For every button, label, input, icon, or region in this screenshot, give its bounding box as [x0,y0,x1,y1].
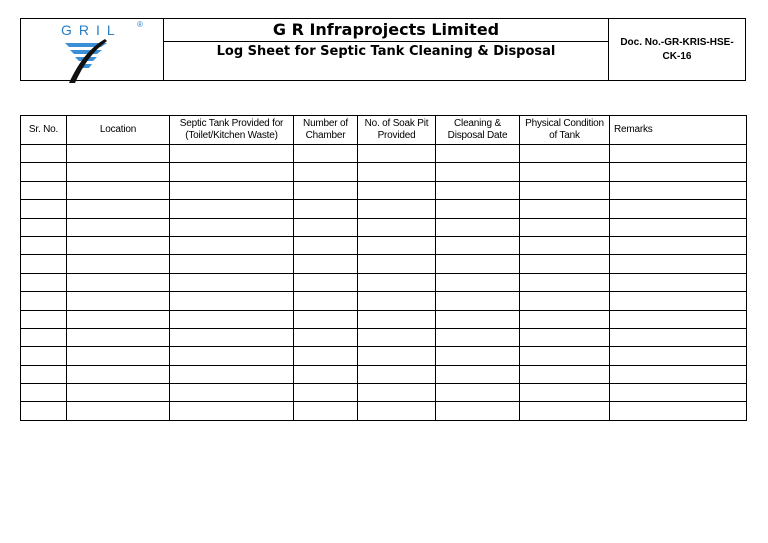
table-cell[interactable] [610,218,747,236]
table-cell[interactable] [67,236,170,254]
table-cell[interactable] [67,218,170,236]
document-header [20,18,746,81]
table-cell[interactable] [520,347,610,365]
table-cell[interactable] [21,273,67,291]
table-cell[interactable] [610,163,747,181]
table-cell[interactable] [294,255,358,273]
table-cell[interactable] [520,292,610,310]
table-cell[interactable] [520,273,610,291]
table-cell[interactable] [610,292,747,310]
table-row [21,218,747,236]
table-cell[interactable] [21,255,67,273]
sheet-title: Log Sheet for Septic Tank Cleaning & Disposal [216,44,556,59]
table-cell[interactable] [358,328,436,346]
table-cell[interactable] [358,236,436,254]
table-cell[interactable] [358,273,436,291]
table-cell[interactable] [358,255,436,273]
table-cell[interactable] [170,402,294,420]
table-cell[interactable] [21,310,67,328]
table-cell[interactable] [21,328,67,346]
table-cell[interactable] [67,328,170,346]
table-cell[interactable] [520,384,610,402]
table-cell[interactable] [610,273,747,291]
column-header: Remarks [610,116,747,145]
table-cell[interactable] [21,292,67,310]
table-cell[interactable] [170,181,294,199]
table-cell[interactable] [610,310,747,328]
table-cell[interactable] [520,163,610,181]
table-row [21,273,747,291]
table-cell[interactable] [358,292,436,310]
table-cell[interactable] [610,255,747,273]
table-cell[interactable] [358,218,436,236]
table-cell[interactable] [436,200,520,218]
table-cell[interactable] [170,145,294,163]
table-row [21,292,747,310]
table-cell[interactable] [170,200,294,218]
table-cell[interactable] [436,255,520,273]
table-cell[interactable] [520,200,610,218]
table-body [21,145,747,421]
table-cell[interactable] [294,273,358,291]
table-cell[interactable] [520,181,610,199]
table-row [21,181,747,199]
table-cell[interactable] [67,200,170,218]
table-cell[interactable] [610,328,747,346]
table-cell[interactable] [294,200,358,218]
table-cell[interactable] [170,218,294,236]
table-cell[interactable] [294,365,358,383]
table-cell[interactable] [170,347,294,365]
table-cell[interactable] [294,163,358,181]
table-cell[interactable] [170,292,294,310]
table-cell[interactable] [358,163,436,181]
table-row [21,200,747,218]
table-header-row [21,116,747,145]
table-cell[interactable] [21,181,67,199]
table-cell[interactable] [436,328,520,346]
table-cell[interactable] [21,236,67,254]
registered-mark: ® [137,20,143,29]
table-row [21,328,747,346]
table-cell[interactable] [610,365,747,383]
table-cell[interactable] [170,328,294,346]
table-cell[interactable] [21,384,67,402]
table-cell[interactable] [436,310,520,328]
table-cell[interactable] [610,145,747,163]
road-logo-icon [61,39,111,83]
table-row [21,255,747,273]
table-row [21,163,747,181]
table-cell[interactable] [436,402,520,420]
table-cell[interactable] [358,347,436,365]
table-cell[interactable] [21,402,67,420]
column-header: Sr. No. [21,116,67,145]
table-cell[interactable] [610,200,747,218]
table-cell[interactable] [436,145,520,163]
table-cell[interactable] [436,365,520,383]
table-cell[interactable] [294,310,358,328]
table-cell[interactable] [294,145,358,163]
table-cell[interactable] [436,236,520,254]
table-cell[interactable] [358,384,436,402]
table-cell[interactable] [67,163,170,181]
logo-cell [21,19,164,80]
table-cell[interactable] [21,347,67,365]
table-cell[interactable] [358,310,436,328]
table-cell[interactable] [294,384,358,402]
table-cell[interactable] [294,402,358,420]
column-header: Physical Condition of Tank [520,116,610,145]
table-cell[interactable] [610,181,747,199]
table-cell[interactable] [520,255,610,273]
table-cell[interactable] [294,347,358,365]
table-row [21,384,747,402]
column-header: Number of Chamber [294,116,358,145]
table-row [21,145,747,163]
table-row [21,310,747,328]
table-cell[interactable] [67,255,170,273]
table-row [21,347,747,365]
table-cell[interactable] [21,200,67,218]
table-cell[interactable] [436,218,520,236]
table-cell[interactable] [436,163,520,181]
table-cell[interactable] [67,310,170,328]
table-cell[interactable] [67,145,170,163]
table-cell[interactable] [610,236,747,254]
table-cell[interactable] [610,402,747,420]
table-cell[interactable] [21,163,67,181]
table-cell[interactable] [67,365,170,383]
table-cell[interactable] [610,347,747,365]
table-cell[interactable] [358,365,436,383]
table-cell[interactable] [520,218,610,236]
column-header: No. of Soak Pit Provided [358,116,436,145]
table-cell[interactable] [358,402,436,420]
table-cell[interactable] [358,145,436,163]
table-cell[interactable] [170,163,294,181]
table-cell[interactable] [67,292,170,310]
table-cell[interactable] [170,255,294,273]
company-logo: GRIL [61,22,122,38]
table-row [21,402,747,420]
table-cell[interactable] [67,347,170,365]
table-cell[interactable] [21,218,67,236]
column-header: Location [67,116,170,145]
table-cell[interactable] [21,145,67,163]
table-row [21,236,747,254]
table-cell[interactable] [67,273,170,291]
table-cell[interactable] [294,236,358,254]
table-cell[interactable] [436,384,520,402]
log-table [20,115,747,421]
table-cell[interactable] [170,384,294,402]
title-cell [164,19,609,80]
table-cell[interactable] [520,145,610,163]
table-cell[interactable] [294,328,358,346]
table-cell[interactable] [170,236,294,254]
table-cell[interactable] [294,292,358,310]
table-cell[interactable] [170,273,294,291]
table-cell[interactable] [436,273,520,291]
table-cell[interactable] [21,365,67,383]
table-cell[interactable] [520,328,610,346]
table-row [21,365,747,383]
company-name: G R Infraprojects Limited [164,19,608,42]
table-cell[interactable] [436,181,520,199]
column-header: Cleaning & Disposal Date [436,116,520,145]
table-cell[interactable] [358,200,436,218]
table-cell[interactable] [520,236,610,254]
table-cell[interactable] [294,218,358,236]
table-cell[interactable] [67,402,170,420]
table-cell[interactable] [436,347,520,365]
table-cell[interactable] [520,402,610,420]
table-cell[interactable] [436,292,520,310]
table-cell[interactable] [520,310,610,328]
table-cell[interactable] [67,384,170,402]
document-number: Doc. No.-GR-KRIS-HSE-CK-16 [620,36,734,62]
column-header: Septic Tank Provided for (Toilet/Kitchen Waste) [170,116,294,145]
table-cell[interactable] [67,181,170,199]
table-cell[interactable] [170,365,294,383]
table-cell[interactable] [170,310,294,328]
table-cell[interactable] [294,181,358,199]
table-cell[interactable] [358,181,436,199]
table-cell[interactable] [520,365,610,383]
table-cell[interactable] [610,384,747,402]
